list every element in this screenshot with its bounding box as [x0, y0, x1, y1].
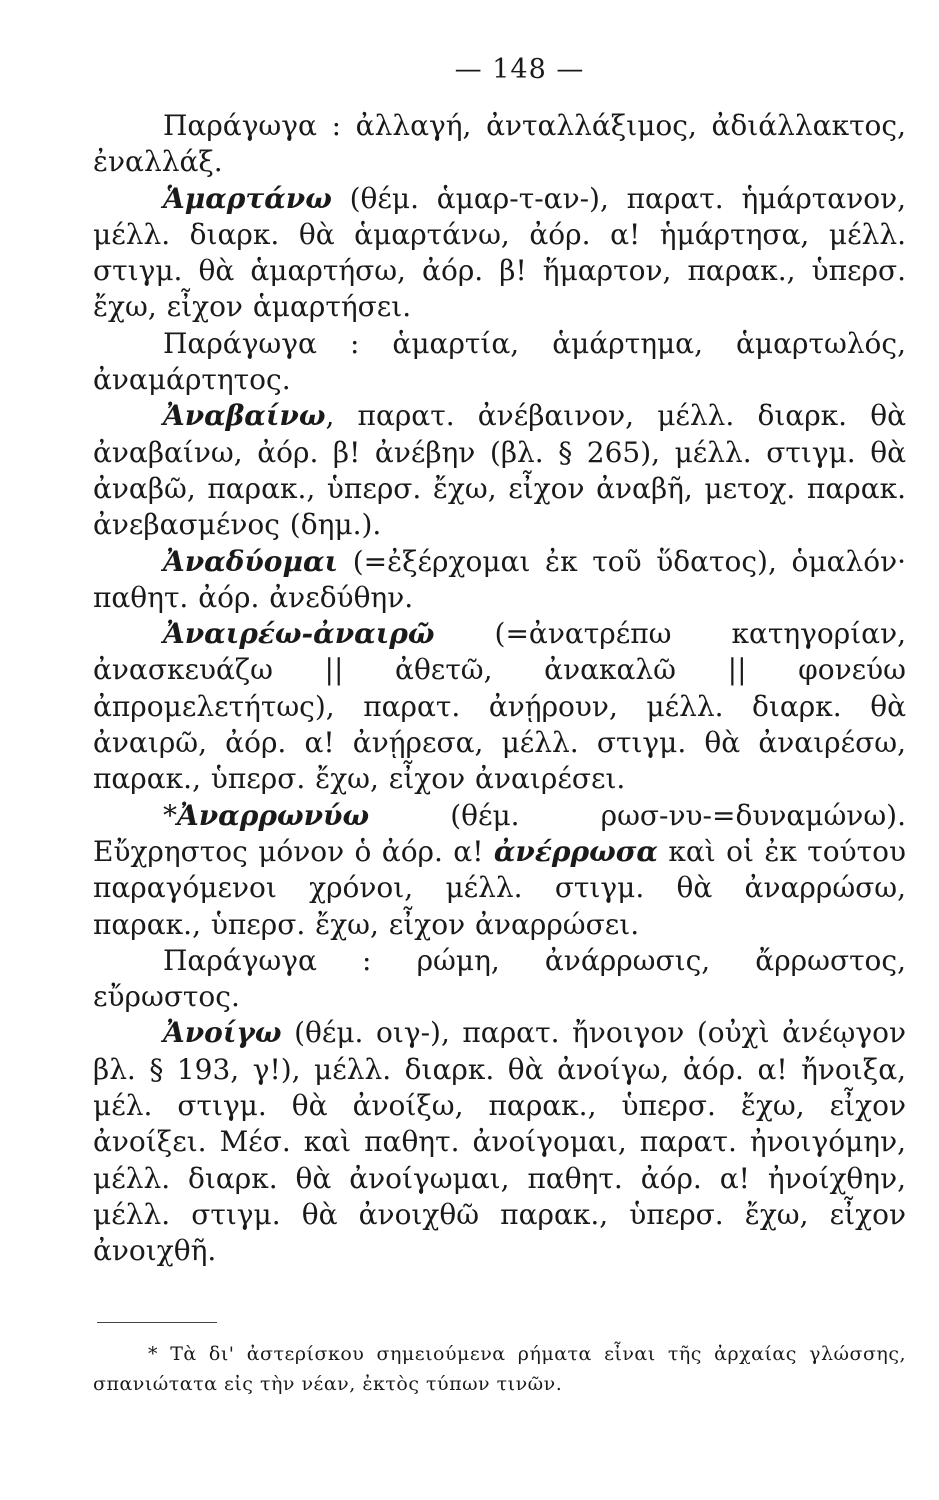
- headword: Ἁμαρτάνω: [163, 181, 332, 215]
- headword: Ἀναβαίνω: [163, 399, 326, 433]
- entry-text: (θέμ. οιγ-), παρατ. ἤνοιγον (οὐχὶ ἀνέῳγον βλ. § 193, γ!), μέλλ. διαρκ. θὰ ἀνοίγω, ἀόρ. α! ἤνοιξα, μέλ. στιγμ. θὰ ἀνοίξω, παρακ., ὑπερσ. ἔχω, εἶχον ἀνοίξει. Μέσ. καὶ παθητ. ἀνοίγομαι, παρατ. ἠνοιγόμην, μέλλ. διαρκ. θὰ ἀνοίγωμαι, παθητ. ἀόρ. α! ἠνοίχθην, μέλλ. στιγμ. θὰ ἀνοιχθῶ παρακ., ὑπερσ. ἔχω, εἶχον ἀνοιχθῆ.: [93, 1016, 906, 1268]
- entry-text: Παράγωγα : ρώμη, ἀνάρρωσις, ἄρρωστος, εὔρωστος.: [93, 943, 906, 1014]
- entry-paragraph: [93, 943, 906, 1016]
- entry-paragraph: [93, 544, 906, 617]
- entry-paragraph: [93, 798, 906, 943]
- entry-text: (θέμ. ρωσ-νυ-=δυναμώνω). Εὔχρηστος μόνον ὁ ἀόρ. α!: [93, 798, 906, 868]
- body-text: [93, 108, 906, 1270]
- entry-text: καὶ οἱ ἐκ τούτου παραγόμενοι χρόνοι, μέλλ. στιγμ. θὰ ἀναρρώσω, παρακ., ὑπερσ. ἔχω, εἶχον ἀναρρώσει.: [93, 834, 906, 941]
- headword: Ἀναιρέω-ἀναιρῶ: [163, 617, 435, 651]
- entry-text: Παράγωγα : ἁμαρτία, ἁμάρτημα, ἁμαρτωλός, ἀναμάρτητος.: [93, 326, 906, 397]
- entry-paragraph: [93, 181, 906, 326]
- entry-text: (θέμ. ἁμαρ-τ-αν-), παρατ. ἡμάρτανον, μέλλ. διαρκ. θὰ ἁμαρτάνω, ἀόρ. α! ἡμάρτησα, μέλλ. στιγμ. θὰ ἁμαρτήσω, ἀόρ. β! ἥμαρτον, παρακ., ὑπερσ. ἔχω, εἶχον ἁμαρτήσει.: [93, 181, 906, 324]
- entry-paragraph: [93, 108, 906, 181]
- entry-text: *: [163, 798, 177, 832]
- entry-paragraph: [93, 398, 906, 543]
- book-page: [93, 50, 906, 1418]
- footnote-divider: [97, 1322, 217, 1323]
- entry-paragraph: [93, 616, 906, 797]
- footnote: * Τὰ δι' ἀστερίσκου σημειούμενα ρήματα εἶναι τῆς ἀρχαίας γλώσσης, σπανιώτατα εἰς τὴν νέαν, ἐκτὸς τύπων τινῶν.: [93, 1342, 906, 1395]
- entry-text: Παράγωγα : ἀλλαγή, ἀνταλλάξιμος, ἀδιάλλακτος, ἐναλλάξ.: [93, 109, 906, 179]
- headword: ἀνέρρωσα: [493, 834, 658, 868]
- headword: Ἀναρρωνύω: [177, 798, 370, 832]
- page-number: — 148 —: [454, 54, 585, 85]
- headword: Ἀναδύομαι: [163, 544, 339, 578]
- entry-paragraph: [93, 326, 906, 399]
- entry-text: , παρατ. ἀνέβαινον, μέλλ. διαρκ. θὰ ἀναβαίνω, ἀόρ. β! ἀνέβην (βλ. § 265), μέλλ. στιγμ. θὰ ἀναβῶ, παρακ., ὑπερσ. ἔχω, εἶχον ἀναβῆ, μετοχ. παρακ. ἀνεβασμένος (δημ.).: [93, 399, 906, 542]
- entry-text: (=ἀνατρέπω κατηγορίαν, ἀνασκευάζω || ἀθετῶ, ἀνακαλῶ || φονεύω ἀπρομελετήτως), παρατ. ἀνῄρουν, μέλλ. διαρκ. θὰ ἀναιρῶ, ἀόρ. α! ἀνῄρεσα, μέλλ. στιγμ. θὰ ἀναιρέσω, παρακ., ὑπερσ. ἔχω, εἶχον ἀναιρέσει.: [93, 617, 906, 796]
- headword: Ἀνοίγω: [163, 1016, 282, 1050]
- entry-text: (=ἐξέρχομαι ἐκ τοῦ ὕδατος), ὁμαλόν· παθητ. ἀόρ. ἀνεδύθην.: [93, 544, 906, 614]
- entry-paragraph: [93, 1015, 906, 1269]
